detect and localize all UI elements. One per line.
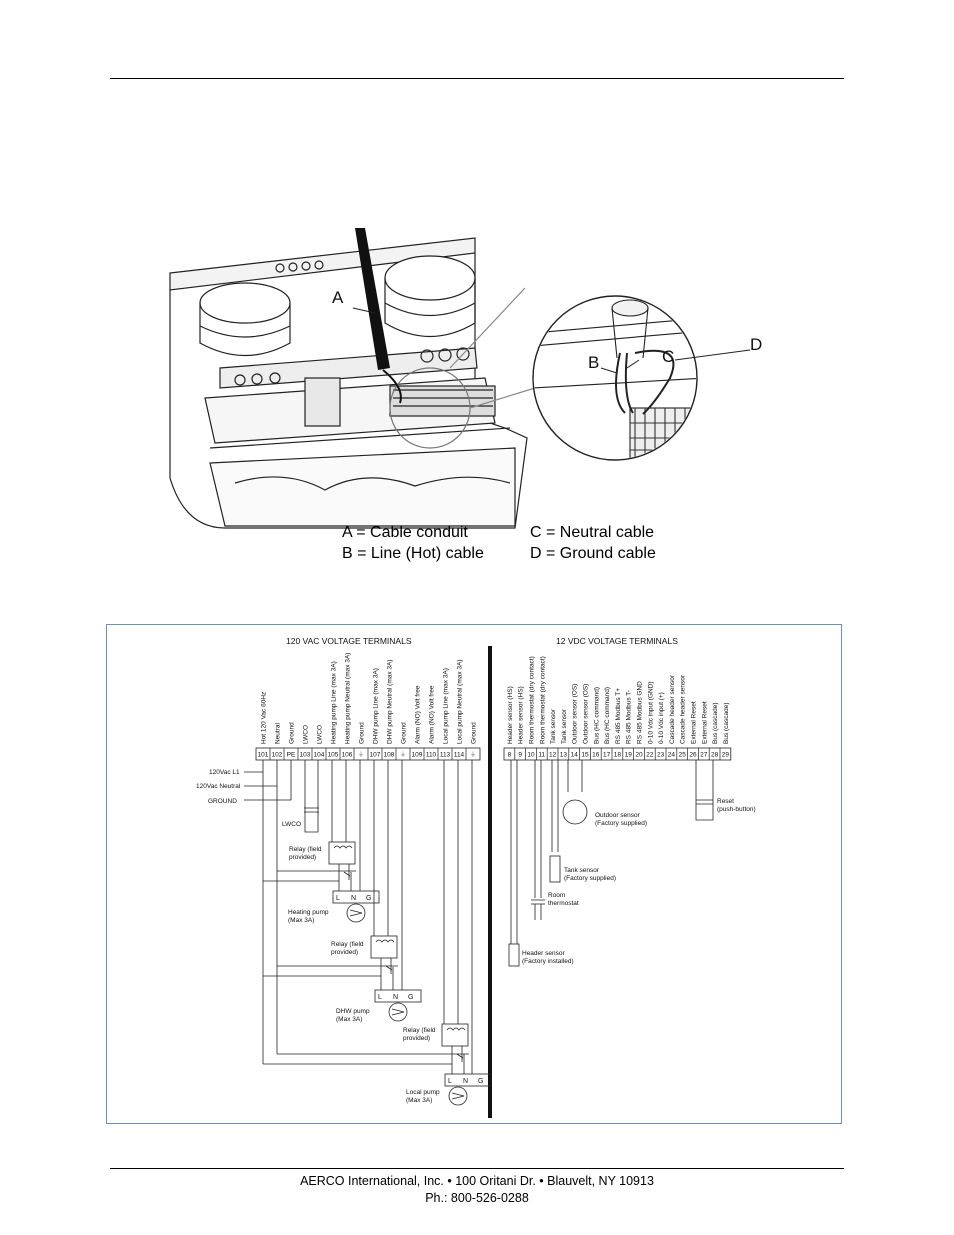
callout-b: B <box>588 353 600 372</box>
reset-label-1: Reset <box>717 798 734 805</box>
relay2-label-2: provided) <box>331 949 359 956</box>
vac-terminal-number: ⏚ <box>357 751 365 759</box>
supply-ground-label: GROUND <box>208 798 237 805</box>
callout-d: D <box>750 335 763 354</box>
vac-terminal-number: 110 <box>425 751 437 759</box>
footer-phone: Ph.: 800-526-0288 <box>425 1191 529 1205</box>
lwco-label: LWCO <box>282 821 302 828</box>
vac-terminal-number: 104 <box>313 751 325 759</box>
vdc-terminal-label: Tank sensor <box>560 708 568 744</box>
callout-c: C <box>662 347 675 366</box>
vac-terminal-number: PE <box>286 751 296 759</box>
dhw-pump-label-2: (Max 3A) <box>336 1016 363 1023</box>
vdc-terminal-label: Header sensor (HS) <box>517 686 525 744</box>
vac-terminal-number: 109 <box>411 751 423 759</box>
vdc-terminal-label: Outdoor sensor (OS) <box>571 683 579 744</box>
vdc-terminal-number: 28 <box>710 751 719 759</box>
vac-terminal-label: Alarm (NO) Volt free <box>428 685 436 744</box>
vac-terminal-label: LWCO <box>316 724 324 744</box>
vac-terminal-number: 106 <box>341 751 353 759</box>
vac-terminal-label: DHW pump Neutral (max 3A) <box>386 659 394 744</box>
vdc-terminal-number: 9 <box>518 751 523 759</box>
legend-c: C = Neutral cable <box>530 524 655 541</box>
vdc-terminal-label: Tank sensor <box>550 708 558 744</box>
legend-a: A = Cable conduit <box>342 524 468 541</box>
vac-terminal-number: 102 <box>271 751 283 759</box>
legend-d: D = Ground cable <box>530 545 656 562</box>
tank-sensor-label-1: Tank sensor <box>564 867 600 874</box>
reset-label-2: (push-button) <box>717 806 756 813</box>
header-sensor-label-2: (Factory installed) <box>522 958 574 965</box>
vac-terminal-label: Local pump Neutral (max 3A) <box>456 659 464 744</box>
wiring-illustration <box>165 228 763 570</box>
relay3-label-2: provided) <box>403 1035 431 1042</box>
vac-terminal-label: Hot 120 Vac 60Hz <box>260 691 268 744</box>
vac-terminal-number: 103 <box>299 751 311 759</box>
vdc-terminal-label: Bus (cascade) <box>722 702 730 744</box>
vac-terminal-number: 108 <box>383 751 395 759</box>
relay3-label-1: Relay (field <box>403 1027 436 1034</box>
pump1-n: N <box>351 895 357 902</box>
heating-pump-label-1: Heating pump <box>288 909 329 916</box>
pump3-l: L <box>448 1078 452 1085</box>
vdc-terminal-number: 13 <box>559 751 568 759</box>
vac-terminal-number: 107 <box>369 751 381 759</box>
vdc-terminal-number: 10 <box>527 751 535 759</box>
vdc-terminal-label: Room thermostat (dry contact) <box>539 656 547 744</box>
vdc-terminal-label: Outdoor sensor (OS) <box>582 683 590 744</box>
vac-terminal-number: 114 <box>453 751 465 759</box>
local-pump-label-1: Local pump <box>406 1089 440 1096</box>
vdc-title: 12 VDC VOLTAGE TERMINALS <box>556 636 678 646</box>
vdc-terminal-number: 24 <box>667 751 676 759</box>
dhw-pump-label-1: DHW pump <box>336 1008 370 1015</box>
supply-l1-label: 120Vac L1 <box>209 769 240 776</box>
vac-terminal-label: Heating pump Neutral (max 3A) <box>344 652 352 744</box>
vac-terminal-label: DHW pump Line (max 3A) <box>372 668 380 744</box>
relay2-label-1: Relay (field <box>331 941 364 948</box>
vac-terminal-number: 113 <box>439 751 451 759</box>
vdc-terminal-label: Bus (HC command) <box>593 686 601 744</box>
vdc-terminal-number: 11 <box>538 751 546 759</box>
room-thermostat-label-1: Room <box>548 892 566 899</box>
legend-b: B = Line (Hot) cable <box>342 545 484 562</box>
heating-pump-label-2: (Max 3A) <box>288 917 315 924</box>
vdc-terminal-number: 26 <box>689 751 697 759</box>
outdoor-sensor-label-1: Outdoor sensor <box>595 812 640 819</box>
relay1-label-2: provided) <box>289 854 317 861</box>
vac-terminal-label: Ground <box>400 722 408 744</box>
vdc-terminal-number: 16 <box>592 751 600 759</box>
vdc-terminal-label: Room thermostat (dry contact) <box>528 656 536 744</box>
vac-terminal-number: ⏚ <box>469 751 477 759</box>
vdc-terminal-number: 20 <box>635 751 643 759</box>
page-footer <box>0 1173 954 1207</box>
pump1-l: L <box>336 895 340 902</box>
pump2-l: L <box>378 994 382 1001</box>
vac-terminal-label: Ground <box>470 722 478 744</box>
outdoor-sensor-label-2: (Factory supplied) <box>595 820 648 827</box>
header-sensor-label-1: Header sensor <box>522 950 565 957</box>
vdc-terminal-number: 14 <box>570 751 578 759</box>
wiring-schematic <box>106 624 842 1124</box>
vdc-terminal-number: 27 <box>700 751 708 759</box>
vdc-terminal-number: 8 <box>507 751 512 759</box>
vac-terminal-number: 101 <box>257 751 269 759</box>
vdc-terminal-label: External Reset <box>690 701 698 744</box>
callout-a: A <box>332 288 344 307</box>
vdc-terminal-number: 17 <box>602 751 611 759</box>
tank-sensor-label-2: (Factory supplied) <box>564 875 617 882</box>
vdc-terminal-label: Bus (cascade) <box>712 702 720 744</box>
vdc-terminal-number: 29 <box>721 751 730 759</box>
room-thermostat-label-2: thermostat <box>548 900 579 907</box>
footer-rule <box>110 1168 844 1169</box>
footer-address: AERCO International, Inc. • 100 Oritani Dr. • Blauvelt, NY 10913 <box>300 1174 654 1188</box>
vdc-terminal-label: Header sensor (HS) <box>506 686 514 744</box>
header-rule <box>110 78 844 79</box>
vdc-terminal-label: 0-10 Vdc input (GND) <box>647 681 655 744</box>
vac-terminal-number: 105 <box>327 751 339 759</box>
vdc-terminal-label: RS 485 Modbus T+ <box>614 687 622 744</box>
vac-terminal-label: Neutral <box>274 723 282 744</box>
vdc-terminal-label: Bus (HC command) <box>604 686 612 744</box>
pump3-g: G <box>478 1078 484 1085</box>
vac-terminal-label: Ground <box>358 722 366 744</box>
vdc-terminal-label: 0-10 Vdc input (+) <box>658 692 666 744</box>
vac-title: 120 VAC VOLTAGE TERMINALS <box>286 636 412 646</box>
vac-terminal-label: Heating pump Line (max 3A) <box>330 661 338 744</box>
pump2-n: N <box>393 994 399 1001</box>
vdc-terminal-number: 12 <box>548 751 557 759</box>
pump2-g: G <box>408 994 414 1001</box>
pump3-n: N <box>463 1078 469 1085</box>
vdc-terminal-number: 25 <box>678 751 686 759</box>
vdc-terminal-number: 18 <box>613 751 622 759</box>
pump1-g: G <box>366 895 372 902</box>
vac-terminal-label: LWCO <box>302 724 310 744</box>
local-pump-label-2: (Max 3A) <box>406 1097 433 1104</box>
vac-terminal-label: Local pump Line (max 3A) <box>442 668 450 744</box>
vdc-terminal-label: RS 485 Modbus T- <box>625 689 633 744</box>
vdc-terminal-label: External Reset <box>701 701 709 744</box>
vdc-terminal-number: 22 <box>646 751 654 759</box>
vac-terminal-label: Ground <box>288 722 296 744</box>
vdc-terminal-number: 23 <box>656 751 665 759</box>
vac-terminal-label: Alarm (NO) Volt free <box>414 685 422 744</box>
vac-terminal-number: ⏚ <box>399 751 407 759</box>
vdc-terminal-number: 15 <box>581 751 589 759</box>
vdc-terminal-label: RS 485 Modbus GND <box>636 681 644 744</box>
vdc-terminal-label: Cascade header sensor <box>679 674 687 744</box>
supply-neutral-label: 120Vac Neutral <box>196 783 241 790</box>
vdc-terminal-label: Cascade header sensor <box>668 674 676 744</box>
relay1-label-1: Relay (field <box>289 846 322 853</box>
vdc-terminal-number: 19 <box>624 751 632 759</box>
